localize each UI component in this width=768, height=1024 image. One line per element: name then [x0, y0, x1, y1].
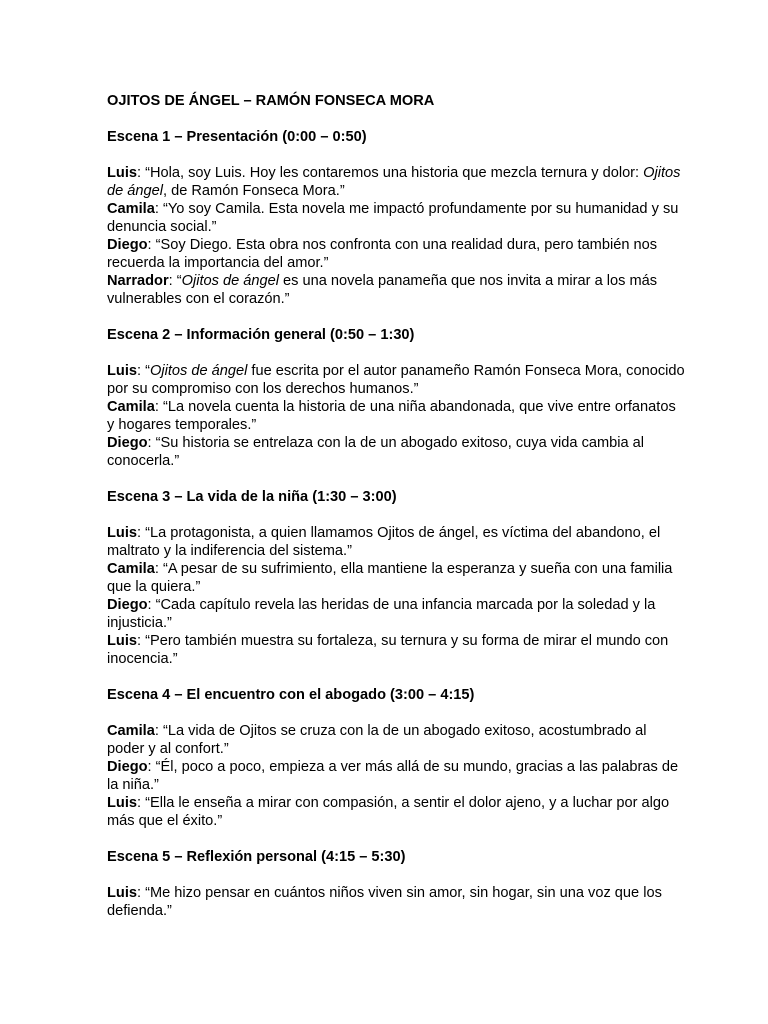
scene-heading: Escena 5 – Reflexión personal (4:15 – 5:30): [107, 849, 406, 865]
dialogue-line: [107, 362, 687, 398]
speaker-name: Diego: [107, 237, 148, 253]
speaker-name: Luis: [107, 525, 137, 541]
dialogue-line: [107, 398, 687, 434]
speaker-name: Luis: [107, 633, 137, 649]
dialogue-text: : “La vida de Ojitos se cruza con la de un abogado exitoso, acostumbrado al poder y al confort.”: [107, 723, 647, 757]
dialogue-text: : “Yo soy Camila. Esta novela me impactó profundamente por su humanidad y su denuncia social.”: [107, 201, 679, 235]
dialogue-text: : “Ella le enseña a mirar con compasión, a sentir el dolor ajeno, y a luchar por algo más que el éxito.”: [107, 795, 670, 829]
speaker-name: Luis: [107, 885, 137, 901]
dialogue-text: : “La protagonista, a quien llamamos Ojitos de ángel, es víctima del abandono, el maltrato y la indiferencia del sistema.”: [107, 525, 661, 559]
speaker-name: Luis: [107, 165, 137, 181]
dialogue-line: [107, 758, 687, 794]
speaker-name: Diego: [107, 597, 148, 613]
dialogue-line: [107, 722, 687, 758]
scene-heading: Escena 2 – Información general (0:50 – 1:30): [107, 327, 415, 343]
speaker-name: Diego: [107, 759, 148, 775]
scene-section: [107, 686, 687, 830]
dialogue-text: : “A pesar de su sufrimiento, ella mantiene la esperanza y sueña con una familia que la quiera.”: [107, 561, 673, 595]
document-title: OJITOS DE ÁNGEL – RAMÓN FONSECA MORA: [107, 93, 435, 109]
dialogue-line: [107, 200, 687, 236]
book-title-italic: Ojitos de ángel: [181, 273, 279, 289]
scene-section: [107, 488, 687, 668]
dialogue-text: : “: [168, 273, 182, 289]
scene-heading: Escena 4 – El encuentro con el abogado (3:00 – 4:15): [107, 687, 475, 703]
dialogue-text: es una novela panameña que nos invita a mirar a los más vulnerables con el corazón.”: [107, 273, 658, 307]
dialogue-text: : “La novela cuenta la historia de una niña abandonada, que vive entre orfanatos y hogares temporales.”: [107, 399, 676, 433]
speaker-name: Camila: [107, 723, 155, 739]
scene-heading: Escena 1 – Presentación (0:00 – 0:50): [107, 129, 367, 145]
speaker-name: Camila: [107, 561, 155, 577]
dialogue-text: : “Soy Diego. Esta obra nos confronta con una realidad dura, pero también nos recuerda la importancia del amor.”: [107, 237, 658, 271]
dialogue-text: fue escrita por el autor panameño Ramón Fonseca Mora, conocido por su compromiso con los derechos humanos.”: [107, 363, 685, 397]
dialogue-text: : “Me hizo pensar en cuántos niños viven sin amor, sin hogar, sin una voz que los defienda.”: [107, 885, 662, 919]
scene-section: [107, 128, 687, 308]
dialogue-line: [107, 272, 687, 308]
speaker-name: Camila: [107, 201, 155, 217]
speaker-name: Camila: [107, 399, 155, 415]
dialogue-line: [107, 794, 687, 830]
document-page: [107, 92, 687, 938]
scene-list: [107, 128, 687, 920]
dialogue-text: : “Su historia se entrelaza con la de un abogado exitoso, cuya vida cambia al conocerla.”: [107, 435, 645, 469]
book-title-italic: Ojitos de ángel: [149, 363, 248, 379]
dialogue-text: : “Pero también muestra su fortaleza, su ternura y su forma de mirar el mundo con inocencia.”: [107, 633, 669, 667]
speaker-name: Diego: [107, 435, 148, 451]
scene-section: [107, 326, 687, 470]
dialogue-line: [107, 884, 687, 920]
dialogue-line: [107, 596, 687, 632]
dialogue-line: [107, 560, 687, 596]
dialogue-line: [107, 632, 687, 668]
speaker-name: Narrador: [107, 273, 169, 289]
dialogue-text: : “Cada capítulo revela las heridas de una infancia marcada por la soledad y la injusticia.”: [107, 597, 656, 631]
dialogue-text: : “Hola, soy Luis. Hoy les contaremos una historia que mezcla ternura y dolor:: [137, 165, 644, 181]
dialogue-line: [107, 164, 687, 200]
dialogue-text: : “: [137, 363, 150, 379]
speaker-name: Luis: [107, 795, 137, 811]
scene-heading: Escena 3 – La vida de la niña (1:30 – 3:00): [107, 489, 397, 505]
dialogue-line: [107, 524, 687, 560]
scene-section: [107, 848, 687, 920]
speaker-name: Luis: [107, 363, 137, 379]
book-title-italic: Ojitos de ángel: [107, 165, 681, 199]
dialogue-line: [107, 236, 687, 272]
dialogue-line: [107, 434, 687, 470]
dialogue-text: , de Ramón Fonseca Mora.”: [163, 183, 345, 199]
dialogue-text: : “Él, poco a poco, empieza a ver más allá de su mundo, gracias a las palabras de la niña.”: [107, 759, 679, 793]
